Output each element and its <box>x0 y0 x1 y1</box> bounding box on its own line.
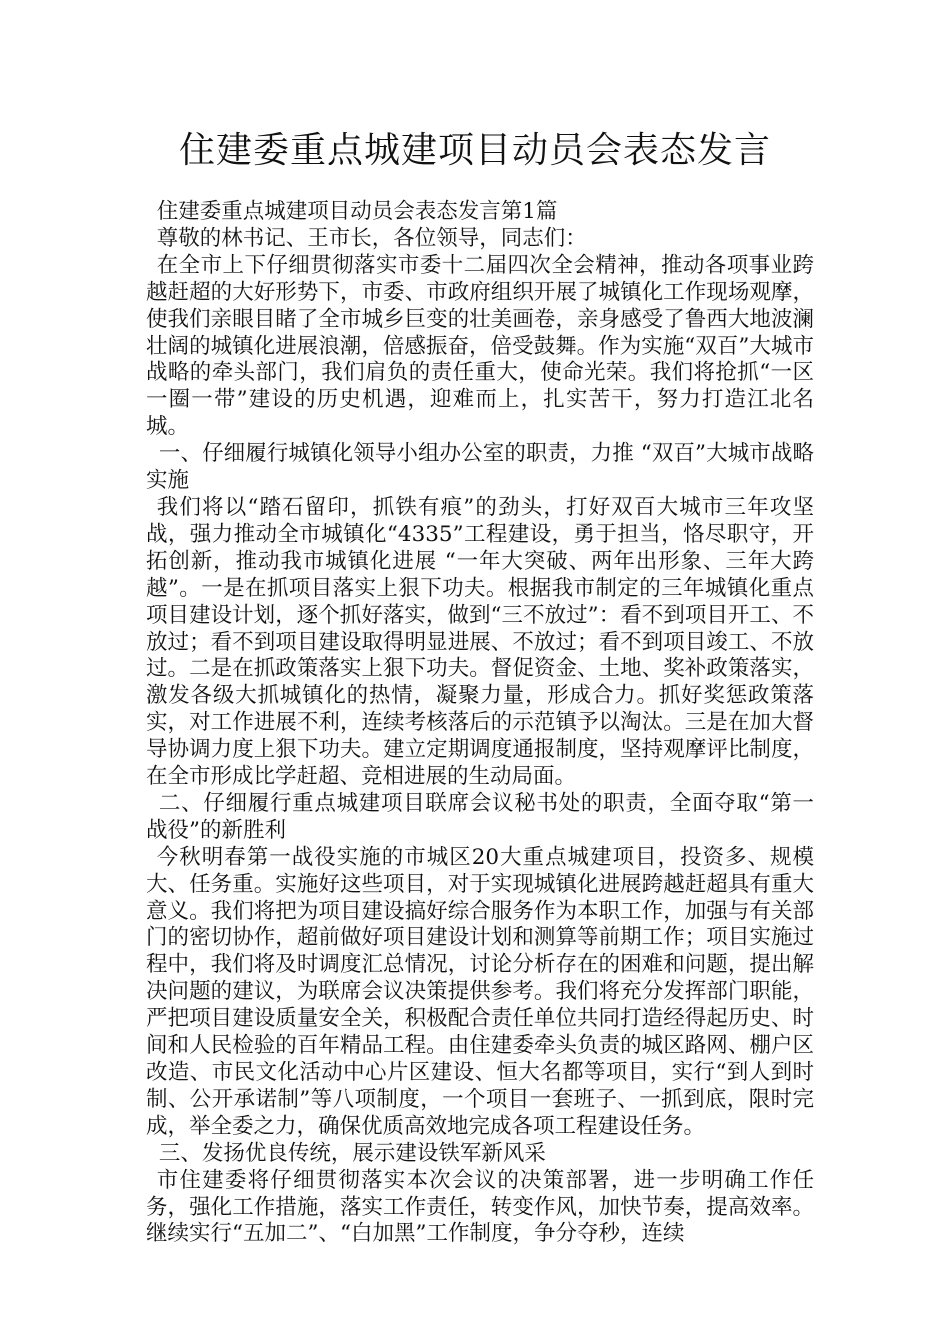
heading-three: 三、发扬优良传统，展示建设铁军新风采 <box>158 1140 546 1166</box>
paragraph-two: 今秋明春第一战役实施的市城区20大重点城建项目，投资多、规模大、任务重。实施好这些项目，对于实现城镇化进展跨越赶超具有重大意义。我们将把为项目建设搞好综合服务作为本职工作，加强与有关部门的密切协作，超前做好项目建设计划和测算等前期工作；项目实施过程中，我们将及时调度汇总情况，讨论分析存在的困难和问题，提出解决问题的建议，为联席会议决策提供参考。我们将充分发挥部门职能，严把项目建设质量安全关，积极配合责任单位共同打造经得起历史、时间和人民检验的百年精品工程。由住建委牵头负责的城区路网、棚户区改造、市民文化活动中心片区建设、恒大名都等项目，实行“到人到时制、公开承诺制”等八项制度，一个项目一套班子、一抓到底，限时完成，举全委之力，确保优质高效地完成各项工程建设任务。 <box>146 844 814 1139</box>
paragraph-one: 我们将以“踏石留印，抓铁有痕”的劲头，打好双百大城市三年攻坚战，强力推动全市城镇化“4335”工程建设，勇于担当，恪尽职守，开拓创新，推动我市城镇化进展 “一年大突破、两年出形象、三年大跨越”。一是在抓项目落实上狠下功夫。根据我市制定的三年城镇化重点项目建设计划，逐个抓好落实，做到“三不放过”：看不到项目开工、不放过；看不到项目建设取得明显进展、不放过；看不到项目竣工、不放过。二是在抓政策落实上狠下功夫。督促资金、土地、奖补政策落实，激发各级大抓城镇化的热情，凝聚力量，形成合力。抓好奖惩政策落实，对工作进展不利，连续考核落后的示范镇予以淘汰。三是在加大督导协调力度上狠下功夫。建立定期调度通报制度，坚持观摩评比制度，在全市形成比学赶超、竞相进展的生动局面。 <box>146 494 814 790</box>
paragraph-three: 市住建委将仔细贯彻落实本次会议的决策部署，进一步明确工作任务，强化工作措施，落实工作责任，转变作风，加快节奏，提高效率。继续实行“五加二”、“白加黑”工作制度，争分夺秒，连续 <box>146 1167 814 1247</box>
document-title: 住建委重点城建项目动员会表态发言 <box>178 130 771 171</box>
salutation: 尊敬的林书记、王市长，各位领导，同志们： <box>156 225 587 251</box>
section-heading-part1: 住建委重点城建项目动员会表态发言第1篇 <box>156 199 558 224</box>
paragraph-intro: 在全市上下仔细贯彻落实市委十二届四次全会精神，推动各项事业跨越赶超的大好形势下，市委、市政府组织开展了城镇化工作现场观摩，使我们亲眼目睹了全市城乡巨变的壮美画卷，亲身感受了鲁西大地波澜壮阔的城镇化进展浪潮，倍感振奋，倍受鼓舞。作为实施“双百”大城市战略的牵头部门，我们肩负的责任重大，使命光荣。我们将抢抓“一区一圈一带”建设的历史机遇，迎难而上，扎实苦干，努力打造江北名城。 <box>146 252 814 440</box>
heading-one: 一、仔细履行城镇化领导小组办公室的职责，力推 “双百”大城市战略实施 <box>146 441 814 494</box>
document-body <box>146 199 814 1248</box>
heading-two: 二、仔细履行重点城建项目联席会议秘书处的职责，全面夺取“第一战役”的新胜利 <box>146 790 814 843</box>
